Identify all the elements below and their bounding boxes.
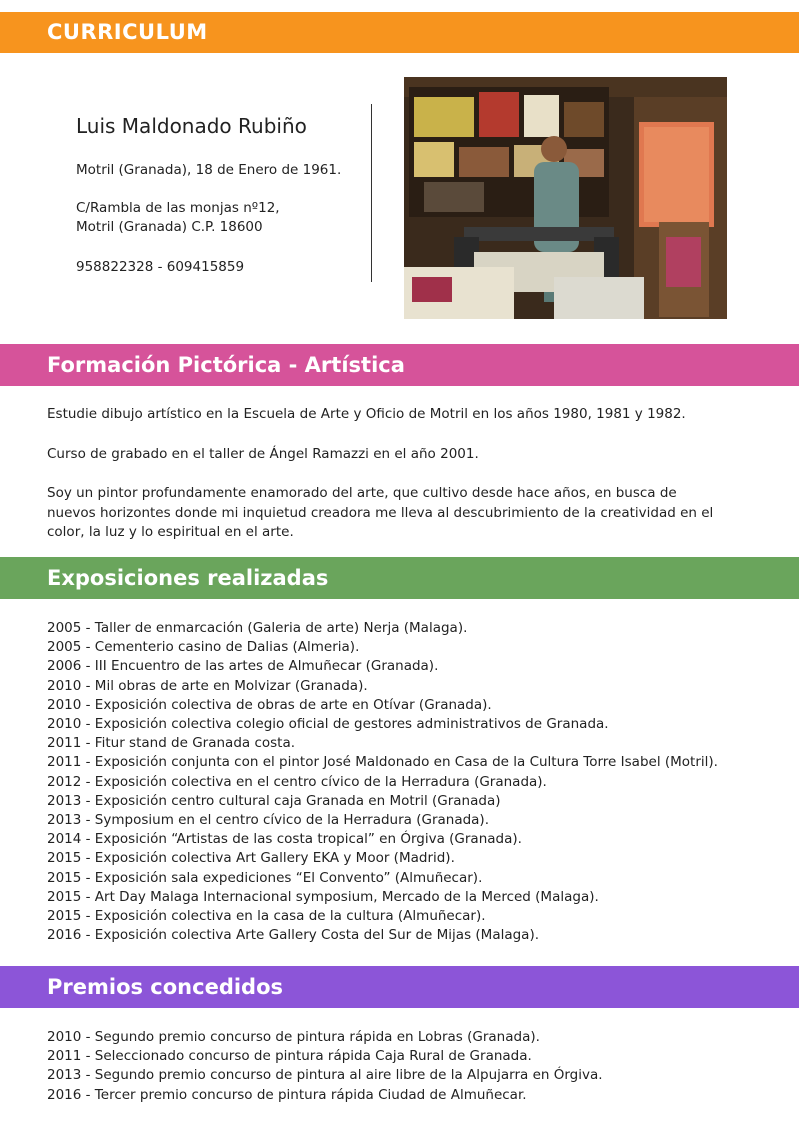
artist-photo bbox=[404, 77, 727, 319]
list-item: 2014 - Exposición “Artistas de las costa tropical” en Órgiva (Granada). bbox=[47, 831, 522, 848]
list-item: 2010 - Exposición colectiva colegio oficial de gestores administrativos de Granada. bbox=[47, 716, 609, 733]
list-item: 2006 - III Encuentro de las artes de Almuñecar (Granada). bbox=[47, 658, 439, 675]
formacion-paragraph-1: Estudie dibujo artístico en la Escuela de Arte y Oficio de Motril en los años 1980, 1981 y 1982. bbox=[47, 406, 686, 422]
list-item: 2016 - Tercer premio concurso de pintura rápida Ciudad de Almuñecar. bbox=[47, 1086, 527, 1103]
list-item: 2015 - Exposición colectiva en la casa de la cultura (Almuñecar). bbox=[47, 908, 486, 925]
list-item: 2010 - Mil obras de arte en Molvizar (Granada). bbox=[47, 677, 368, 694]
curriculum-header bbox=[0, 12, 799, 53]
address-line-2: Motril (Granada) C.P. 18600 bbox=[76, 219, 263, 235]
list-item: 2015 - Art Day Malaga Internacional symposium, Mercado de la Merced (Malaga). bbox=[47, 888, 599, 905]
curriculum-title: CURRICULUM bbox=[47, 20, 208, 44]
list-item: 2016 - Exposición colectiva Arte Gallery Costa del Sur de Mijas (Malaga). bbox=[47, 927, 540, 944]
list-item: 2013 - Symposium en el centro cívico de la Herradura (Granada). bbox=[47, 812, 489, 829]
list-item: 2015 - Exposición sala expediciones “El Convento” (Almuñecar). bbox=[47, 869, 483, 886]
formacion-paragraph-3: Soy un pintor profundamente enamorado del arte, que cultivo desde hace años, en busca de nuevos horizontes donde mi inquietud creadora me lleva al descubrimiento de la creatividad en el color, la luz y lo espiritual en el arte. bbox=[47, 485, 714, 540]
list-item: 2013 - Exposición centro cultural caja Granada en Motril (Granada) bbox=[47, 792, 501, 809]
list-item: 2011 - Fitur stand de Granada costa. bbox=[47, 735, 296, 752]
exposiciones-title: Exposiciones realizadas bbox=[47, 566, 329, 590]
exposiciones-header bbox=[0, 557, 799, 599]
list-item: 2011 - Exposición conjunta con el pintor José Maldonado en Casa de la Cultura Torre Isabel (Motril). bbox=[47, 754, 718, 771]
premios-title: Premios concedidos bbox=[47, 975, 284, 999]
list-item: 2005 - Cementerio casino de Dalias (Almeria). bbox=[47, 639, 360, 656]
address-line-1: C/Rambla de las monjas nº12, bbox=[76, 200, 280, 216]
list-item: 2011 - Seleccionado concurso de pintura rápida Caja Rural de Granada. bbox=[47, 1048, 532, 1065]
list-item: 2010 - Segundo premio concurso de pintura rápida en Lobras (Granada). bbox=[47, 1029, 540, 1045]
list-item: 2005 - Taller de enmarcación (Galeria de arte) Nerja (Malaga). bbox=[47, 620, 468, 636]
exposiciones-list bbox=[47, 619, 718, 945]
formacion-title: Formación Pictórica - Artística bbox=[47, 353, 405, 377]
birth-info: Motril (Granada), 18 de Enero de 1961. bbox=[76, 162, 342, 178]
formacion-header bbox=[0, 344, 799, 386]
list-item: 2013 - Segundo premio concurso de pintura al aire libre de la Alpujarra en Órgiva. bbox=[47, 1067, 603, 1084]
phone-numbers: 958822328 - 609415859 bbox=[76, 259, 245, 275]
formacion-paragraph-2: Curso de grabado en el taller de Ángel Ramazzi en el año 2001. bbox=[47, 446, 479, 462]
person-name: Luis Maldonado Rubiño bbox=[76, 114, 307, 138]
list-item: 2012 - Exposición colectiva en el centro cívico de la Herradura (Granada). bbox=[47, 773, 547, 790]
premios-header bbox=[0, 966, 799, 1008]
vertical-divider bbox=[371, 104, 372, 282]
premios-list bbox=[47, 1028, 603, 1105]
list-item: 2015 - Exposición colectiva Art Gallery EKA y Moor (Madrid). bbox=[47, 850, 455, 867]
list-item: 2010 - Exposición colectiva de obras de arte en Otívar (Granada). bbox=[47, 696, 492, 713]
